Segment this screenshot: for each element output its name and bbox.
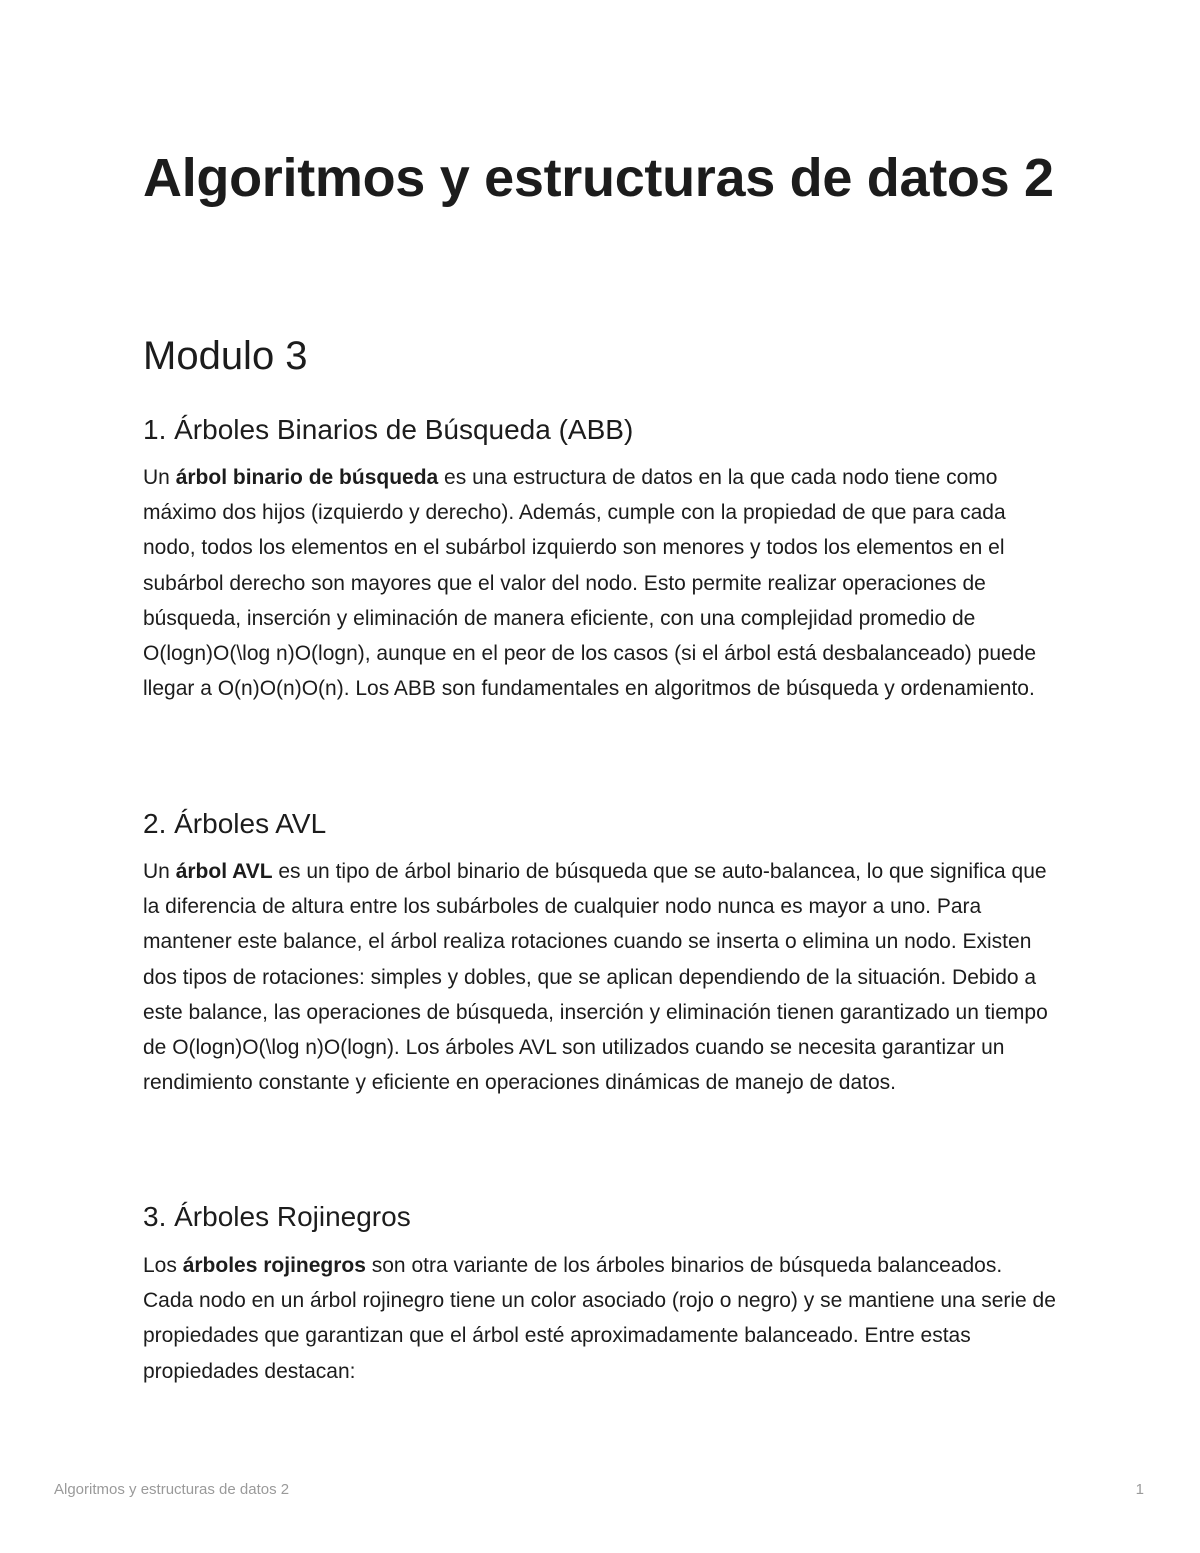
section-term: árboles rojinegros (182, 1254, 366, 1277)
section-heading-rojinegros: 3. Árboles Rojinegros (143, 1201, 411, 1232)
section-intro: Un (143, 860, 176, 883)
section-text: es una estructura de datos en la que cada nodo tiene como máximo dos hijos (izquierdo y derecho). Además, cumple con la propiedad de que para cada nodo, todos los elementos en el subárbol izquierdo son menores y todos los elementos en el subárbol derecho son mayores que el valor del nodo. Esto permite realizar operaciones de búsqueda, inserción y eliminación de manera eficiente, con una complejidad promedio de O(logn)O(\log n)O(logn), aunque en el peor de los casos (si el árbol está desbalanceado) puede llegar a O(n)O(n)O(n). Los ABB son fundamentales en algoritmos de búsqueda y ordenamiento. (143, 466, 1037, 701)
section-heading-abb: 1. Árboles Binarios de Búsqueda (ABB) (143, 414, 634, 445)
section-intro: Un (143, 466, 176, 489)
footer-page-number: 1 (1135, 1481, 1144, 1498)
module-title: Modulo 3 (143, 334, 308, 378)
section-term: árbol AVL (175, 860, 273, 883)
section-term: árbol binario de búsqueda (175, 466, 439, 489)
footer-document-title: Algoritmos y estructuras de datos 2 (54, 1481, 290, 1498)
section-text: son otra variante de los árboles binarios de búsqueda balanceados. Cada nodo en un árbol rojinegro tiene un color asociado (rojo o negro) y se mantiene una serie de propiedades que garantizan que el árbol esté aproximadamente balanceado. Entre estas propiedades destacan: (143, 1254, 1056, 1383)
section-body-abb (143, 460, 1058, 706)
section-heading-avl: 2. Árboles AVL (143, 808, 327, 839)
document-title: Algoritmos y estructuras de datos 2 (143, 148, 1054, 208)
section-text: es un tipo de árbol binario de búsqueda que se auto-balancea, lo que significa que la diferencia de altura entre los subárboles de cualquier nodo nunca es mayor a uno. Para mantener este balance, el árbol realiza rotaciones cuando se inserta o elimina un nodo. Existen dos tipos de rotaciones: simples y dobles, que se aplican dependiendo de la situación. Debido a este balance, las operaciones de búsqueda, inserción y eliminación tienen garantizado un tiempo de O(logn)O(\log n)O(logn). Los árboles AVL son utilizados cuando se necesita garantizar un rendimiento constante y eficiente en operaciones dinámicas de manejo de datos. (143, 860, 1048, 1095)
section-body-rojinegros (143, 1248, 1058, 1389)
section-body-avl (143, 854, 1058, 1100)
section-intro: Los (143, 1254, 183, 1277)
